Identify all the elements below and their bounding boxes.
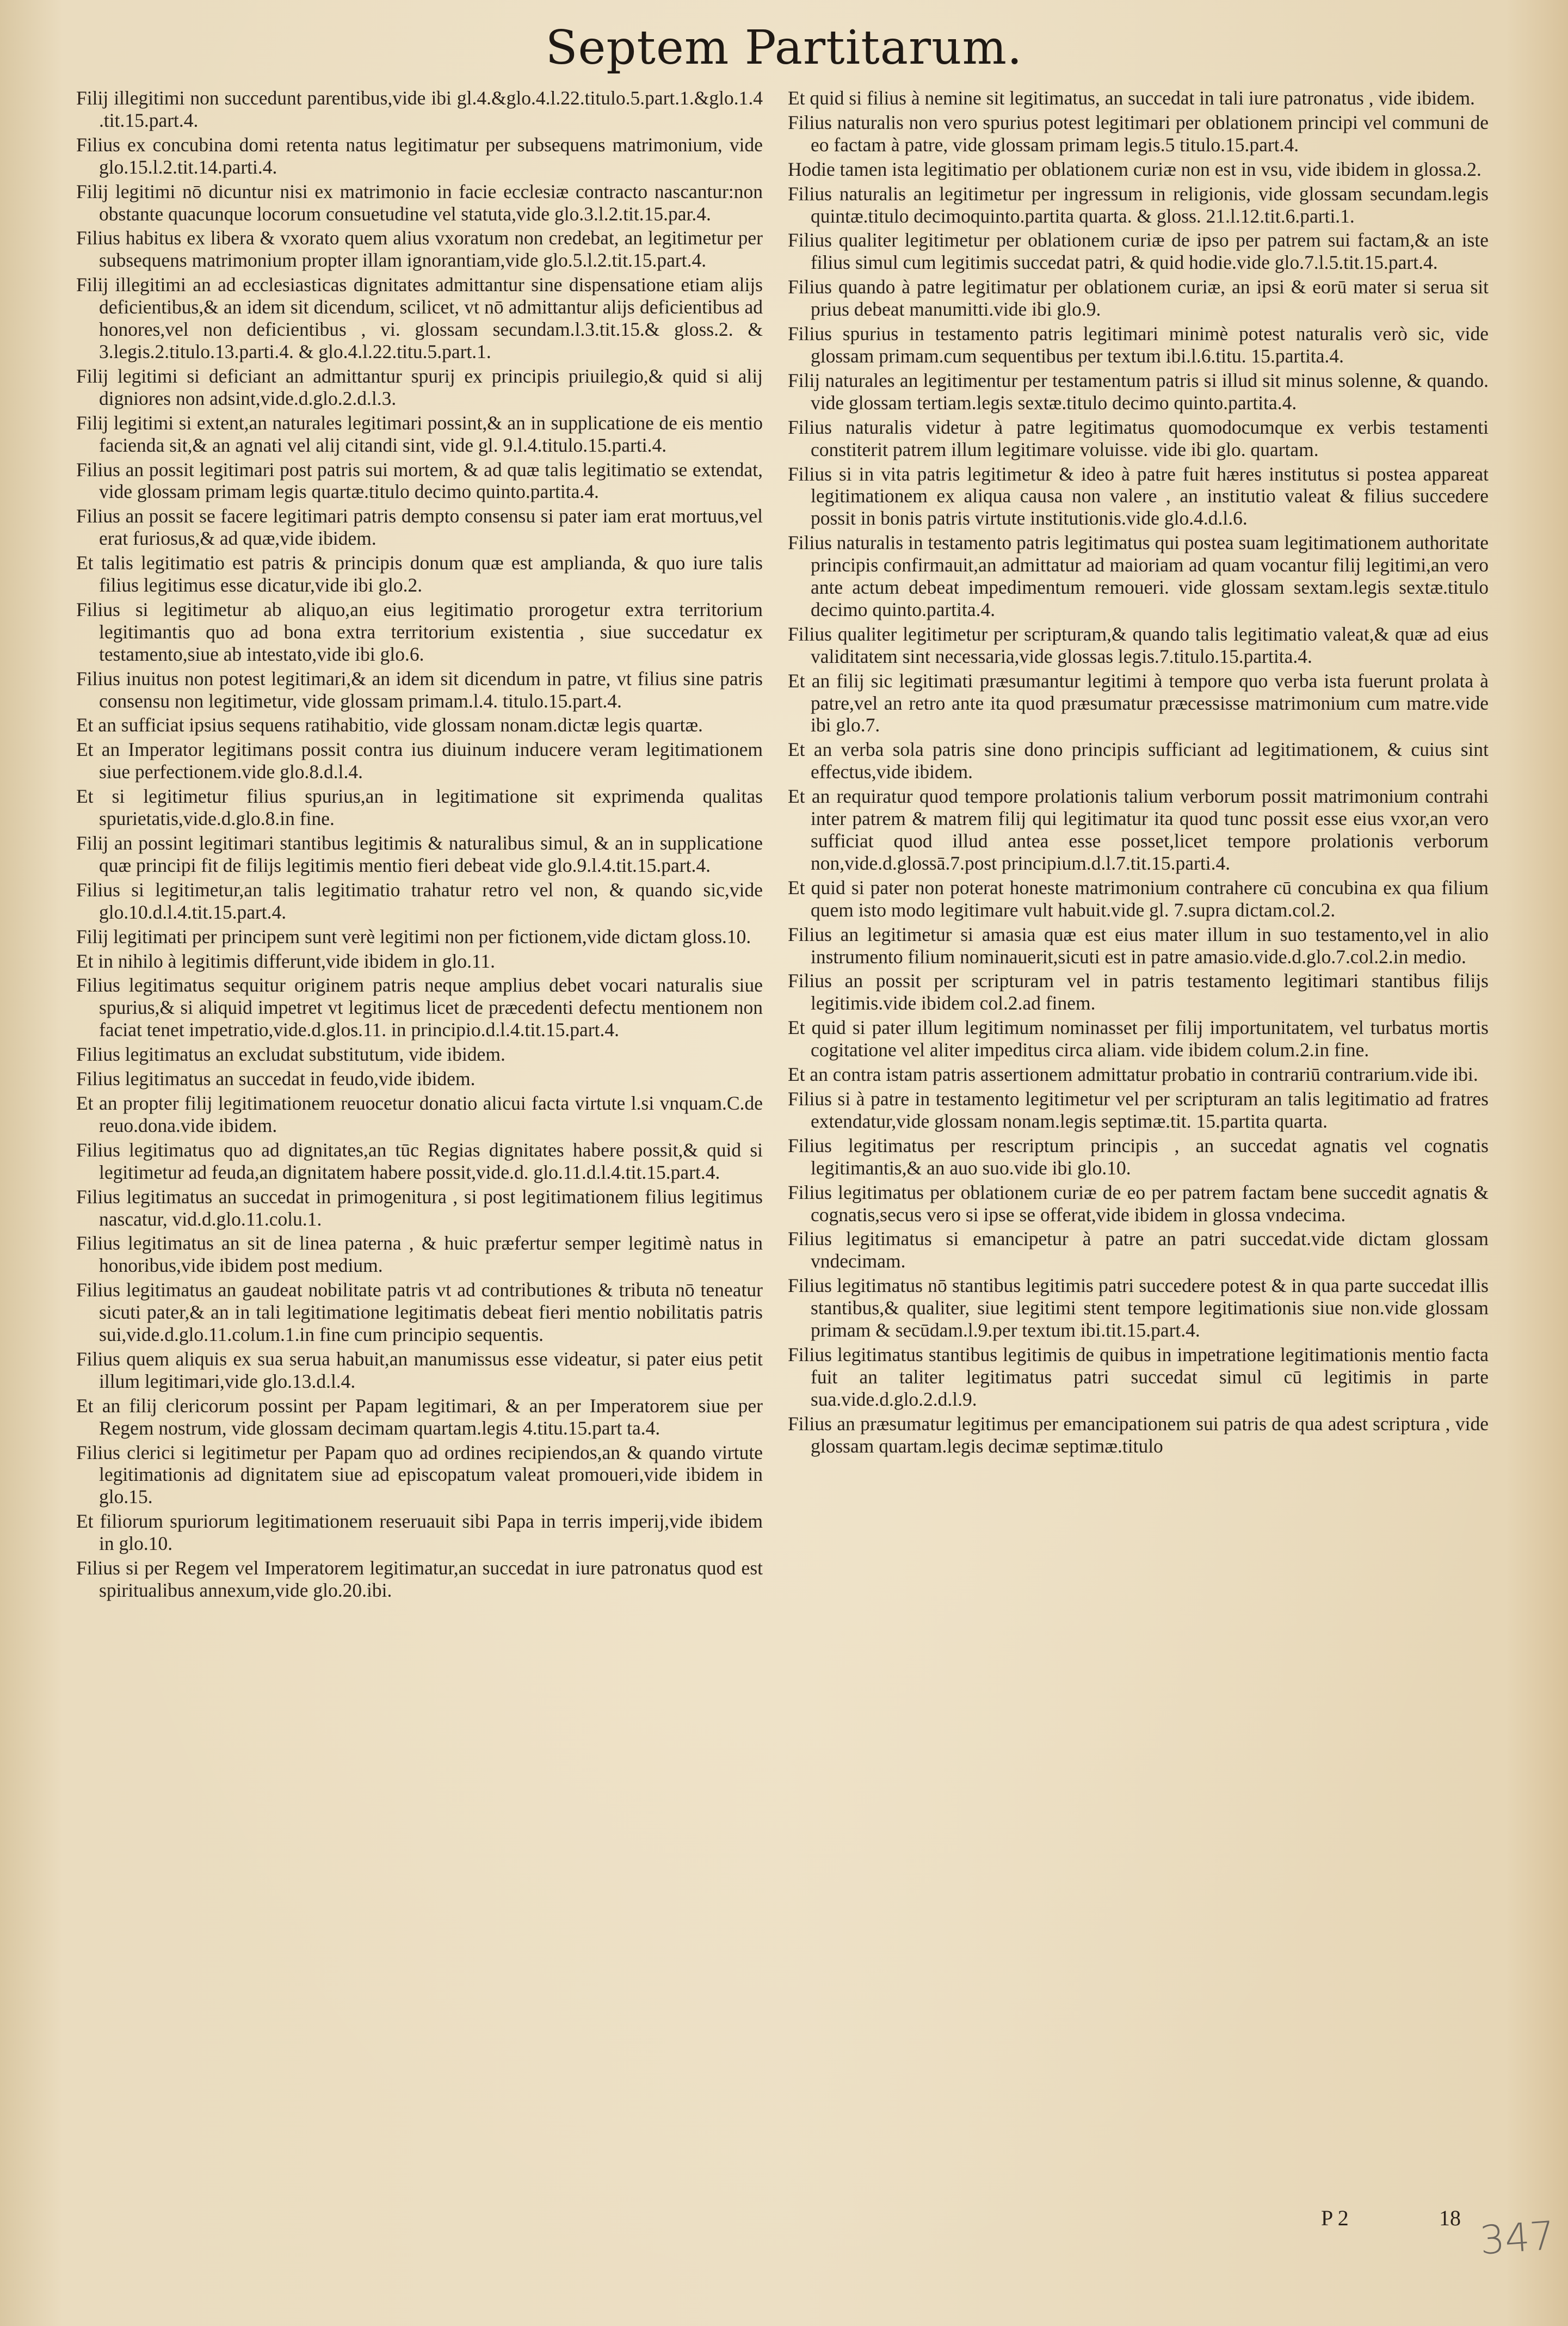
index-entry: Filij legitimi si deficiant an admittantur spurij ex principis priuilegio,& quid si alij digniores non adsint,vide.d.glo.2.d.l.3. — [76, 365, 763, 409]
index-entry: Et an Imperator legitimans possit contra ius diuinum inducere veram legitimationem siue perfectionem.vide glo.8.d.l.4. — [76, 739, 763, 783]
index-entry: Filius qualiter legitimetur per scripturam,& quando talis legitimatio valeat,& quæ ad eius validitatem sint necessaria,vide glossas legis.7.titulo.15.partita.4. — [788, 623, 1489, 667]
index-entry: Filius legitimatus per rescriptum principis , an succedat agnatis vel cognatis legitimantis,& an auo suo.vide ibi glo.10. — [788, 1134, 1489, 1179]
index-entry: Filius quando à patre legitimatur per oblationem curiæ, an ipsi & eorū mater si serua sit prius debeat manumitti.vide ibi glo.9. — [788, 276, 1489, 321]
index-entry: Filius naturalis an legitimetur per ingressum in religionis, vide glossam secundam.legis quintæ.titulo decimoquinto.partita quarta. & gloss. 21.l.12.tit.6.parti.1. — [788, 182, 1489, 227]
index-entry: Filius si à patre in testamento legitimetur vel per scripturam an talis legitimatio ad fratres extendatur,vide glossam nonam.legis septimæ.tit. 15.partita quarta. — [788, 1087, 1489, 1132]
index-entry: Et in nihilo à legitimis differunt,vide ibidem in glo.11. — [76, 950, 496, 972]
index-entry: Et an contra istam patris assertionem admittatur probatio in contrariū contrarium.vide ibi. — [788, 1063, 1478, 1086]
index-entry: Filius habitus ex libera & vxorato quem alius vxoratum non credebat, an legitimetur per subsequens matrimonium propter illam ignorantiam,vide glo.5.l.2.tit.15.part.4. — [76, 227, 763, 272]
index-entry: Filius legitimatus an succedat in feudo,vide ibidem. — [76, 1068, 476, 1090]
index-entry: Filij illegitimi an ad ecclesiasticas dignitates admittantur sine dispensatione etiam alijs deficientibus,& an idem sit dicendum, scilicet, vt nō admittantur alijs deficientibus ad honores,vel non deficientibus , vi. glossam secundam.l.3.tit.15.& gloss.2. & 3.legis.2.titulo.13.parti.4. & glo.4.l.22.titu.5.part.1. — [76, 274, 763, 362]
index-entry: Filius legitimatus an succedat in primogenitura , si post legitimationem filius legitimus nascatur, vid.d.glo.11.colu.1. — [76, 1185, 763, 1230]
index-entry: Filij naturales an legitimentur per testamentum patris si illud sit minus solenne, & quando. vide glossam tertiam.legis sextæ.titulo decimo quinto.partita.4. — [788, 369, 1489, 414]
index-entry: Filius quem aliquis ex sua serua habuit,an manumissus esse videatur, si pater eius petit illum legitimari,vide glo.13.d.l.4. — [76, 1347, 763, 1392]
folio-number: 18 — [1439, 2206, 1461, 2230]
index-entry: Filius legitimatus an gaudeat nobilitate patris vt ad contributiones & tributa nō teneatur sicuti pater,& an in tali legitimatione legitimatis debeat fieri mentio nobilitatis patris sui,vide.d.glo.11.colum.1.in fine cum principio sequentis. — [76, 1279, 763, 1346]
right-column — [788, 87, 1489, 1459]
index-entry: Filius legitimatus si emancipetur à patre an patri succedat.vide dictam glossam vndecimam. — [788, 1228, 1489, 1272]
index-entry: Filius clerici si legitimetur per Papam quo ad ordines recipiendos,an & quando virtute legitimationis ad dignitatem siue ad episcopatum valeat promoueri,vide ibidem in glo.15. — [76, 1441, 763, 1508]
index-entry: Et an verba sola patris sine dono principis sufficiant ad legitimationem, & cuius sint effectus,vide ibidem. — [788, 739, 1489, 783]
index-entry: Filius naturalis in testamento patris legitimatus qui postea suam legitimationem authoritate principis confirmauit,an admittatur ad maioriam ad quam vocantur filij legitimi,an vero ante actum debeat impedimentum remoueri. vide glossam sextam.legis sextæ.titulo decimo quinto.partita.4. — [788, 532, 1489, 620]
index-entry: Et talis legitimatio est patris & principis donum quæ est amplianda, & quo iure talis filius legitimus esse dicatur,vide ibi glo.2. — [76, 552, 763, 596]
index-entry: Et quid si pater illum legitimum nominasset per filij importunitatem, vel turbatus mortis cogitatione vel aliter impeditus circa aliam. vide ibidem colum.2.in fine. — [788, 1017, 1489, 1061]
index-entry: Et an sufficiat ipsius sequens ratihabitio, vide glossam nonam.dictæ legis quartæ. — [76, 714, 703, 736]
index-entry: Et an filij sic legitimati præsumantur legitimi à tempore quo verba ista fuerunt prolata à patre,vel an retro ante ita quod præsumatur præcessisse matrimonium cum matre.vide ibi glo.7. — [788, 669, 1489, 736]
index-entry: Et quid si filius à nemine sit legitimatus, an succedat in tali iure patronatus , vide ibidem. — [788, 87, 1475, 109]
left-column — [76, 87, 763, 1604]
index-entry: Filius legitimatus stantibus legitimis de quibus in impetratione legitimationis mentio facta fuit an taliter legitimatus patri succedat simul cū legitimis in parte sua.vide.d.glo.2.d.l.9. — [788, 1343, 1489, 1410]
index-entry: Filius ex concubina domi retenta natus legitimatur per subsequens matrimonium, vide glo.15.l.2.tit.14.parti.4. — [76, 133, 763, 178]
index-entry: Et filiorum spuriorum legitimationem reseruauit sibi Papa in terris imperij,vide ibidem in glo.10. — [76, 1510, 763, 1555]
index-entry: Filij illegitimi non succedunt parentibus,vide ibi gl.4.&glo.4.l.22.titulo.5.part.1.&glo.1.4 .tit.15.part.4. — [76, 87, 763, 131]
index-entry: Filius an possit per scripturam vel in patris testamento legitimari stantibus filijs legitimis.vide ibidem col.2.ad finem. — [788, 970, 1489, 1014]
index-entry: Filius spurius in testamento patris legitimari minimè potest naturalis verò sic, vide glossam primam.cum sequentibus per textum ibi.l.6.titu. 15.partita.4. — [788, 323, 1489, 367]
index-entry: Filij legitimi si extent,an naturales legitimari possint,& an in supplicatione de eis mentio facienda sit,& an agnati vel alij citandi sint, vide gl. 9.l.4.titulo.15.parti.4. — [76, 411, 763, 456]
index-entry: Hodie tamen ista legitimatio per oblationem curiæ non est in vsu, vide ibidem in glossa.2. — [788, 158, 1481, 180]
index-entry: Filij an possint legitimari stantibus legitimis & naturalibus simul, & an in supplicatione quæ principi fit de filijs legitimis mentio fieri debeat vide glo.9.l.4.tit.15.part.4. — [76, 832, 763, 876]
index-entry: Filius legitimatus an excludat substitutum, vide ibidem. — [76, 1043, 505, 1066]
index-entry: Filij legitimati per principem sunt verè legitimi non per fictionem,vide dictam gloss.10. — [76, 925, 751, 947]
index-entry: Filius legitimatus quo ad dignitates,an tūc Regias dignitates habere possit,& quid si legitimetur ad feuda,an dignitatem habere possit,vide.d. glo.11.d.l.4.tit.15.part.4. — [76, 1139, 763, 1183]
index-entry: Filius an possit se facere legitimari patris dempto consensu si pater iam erat mortuus,vel erat furiosus,& ad quæ,vide ibidem. — [76, 505, 763, 550]
handwritten-page-number: 347 — [1478, 2212, 1557, 2263]
index-entry: Filius legitimatus per oblationem curiæ de eo per patrem factam bene succedit agnatis & cognatis,secus vero si ipse se offerat,vide ibidem in glossa vndecima. — [788, 1181, 1489, 1226]
index-entry: Et an requiratur quod tempore prolationis talium verborum possit matrimonium contrahi inter patrem & matrem filij qui legitimatur ita quod tunc possit esse eius vxor,an vero sufficiat quod illud antea esse posset,licet tempore prolationis verborum non,vide.d.glossā.7.post principium.d.l.7.tit.15.parti.4. — [788, 785, 1489, 874]
index-entry: Filius si legitimetur,an talis legitimatio trahatur retro vel non, & quando sic,vide glo.10.d.l.4.tit.15.part.4. — [76, 878, 763, 923]
index-entry: Filius si in vita patris legitimetur & ideo à patre fuit hæres institutus si postea appareat legitimationem ex aliqua causa non valere , an institutio valeat & filius succedere possit in bonis patris virtute institutionis.vide glo.4.d.l.6. — [788, 463, 1489, 530]
index-entry: Filius legitimatus nō stantibus legitimis patri succedere potest & in qua parte succedat illis stantibus,& qualiter, siue legitimi stent tempore legitimationis siue non.vide glossam primam & secūdam.l.9.per textum ibi.tit.15.part.4. — [788, 1275, 1489, 1342]
index-entry: Filius legitimatus sequitur originem patris neque amplius debet vocari naturalis siue spurius,& si aliquid impetret vt legitimus licet de præcedenti defectu mentionem non faciat tenet impetratio,vide.d.glos.11. in principio.d.l.4.tit.15.part.4. — [76, 974, 763, 1041]
running-header: Septem Partitarum. — [545, 21, 1023, 75]
index-entry: Et si legitimetur filius spurius,an in legitimatione sit exprimenda qualitas spurietatis,vide.d.glo.8.in fine. — [76, 785, 763, 830]
index-entry: Filius an legitimetur si amasia quæ est eius mater illum in suo testamento,vel in alio instrumento filium nominauerit,sicuti est in patre amasio.vide.d.glo.7.col.2.in medio. — [788, 923, 1489, 968]
index-entry: Filius si per Regem vel Imperatorem legitimatur,an succedat in iure patronatus quod est spiritualibus annexum,vide glo.20.ibi. — [76, 1557, 763, 1601]
index-entry: Filius si legitimetur ab aliquo,an eius legitimatio prorogetur extra territorium legitimantis quo ad bona extra territorium existentia , siue succedatur ex testamento,siue ab intestato,vide ibi glo.6. — [76, 598, 763, 665]
index-entry: Filij legitimi nō dicuntur nisi ex matrimonio in facie ecclesiæ contracto nascantur:non obstante quacunque locorum consuetudine vel statuta,vide glo.3.l.2.tit.15.par.4. — [76, 180, 763, 225]
index-entry: Filius inuitus non potest legitimari,& an idem sit dicendum in patre, vt filius sine patris consensu non legitimetur, vide glossam primam.l.4. titulo.15.part.4. — [76, 667, 763, 712]
index-entry: Et an propter filij legitimationem reuocetur donatio alicui facta virtute l.si vnquam.C.de reuo.dona.vide ibidem. — [76, 1092, 763, 1136]
index-entry: Filius an præsumatur legitimus per emancipationem sui patris de qua adest scriptura , vide glossam quartam.legis decimæ septimæ.titulo — [788, 1412, 1489, 1457]
index-entry: Et quid si pater non poterat honeste matrimonium contrahere cū concubina ex qua filium quem isto modo legitimare vult habuit.vide gl. 7.supra dictam.col.2. — [788, 876, 1489, 921]
index-entry: Filius legitimatus an sit de linea paterna , & huic præfertur semper legitimè natus in honoribus,vide ibidem post medium. — [76, 1232, 763, 1277]
index-entry: Et an filij clericorum possint per Papam legitimari, & an per Imperatorem siue per Regem nostrum, vide glossam decimam quartam.legis 4.titu.15.part ta.4. — [76, 1394, 763, 1439]
index-entry: Filius naturalis non vero spurius potest legitimari per oblationem principi vel communi de eo factam à patre, vide glossam primam legis.5 titulo.15.part.4. — [788, 111, 1489, 156]
index-entry: Filius qualiter legitimetur per oblationem curiæ de ipso per patrem sui factam,& an iste filius simul cum legitimis succedat patri, & quid hodie.vide glo.7.l.5.tit.15.part.4. — [788, 229, 1489, 274]
index-entry: Filius naturalis videtur à patre legitimatus quomodocumque ex verbis testamenti constiterit patrem illum legitimare voluisse. vide ibi glo. quartam. — [788, 416, 1489, 460]
index-entry: Filius an possit legitimari post patris sui mortem, & ad quæ talis legitimatio se extendat, vide glossam primam legis quartæ.titulo decimo quinto.partita.4. — [76, 458, 763, 503]
signature-mark: P 2 — [1321, 2206, 1349, 2230]
